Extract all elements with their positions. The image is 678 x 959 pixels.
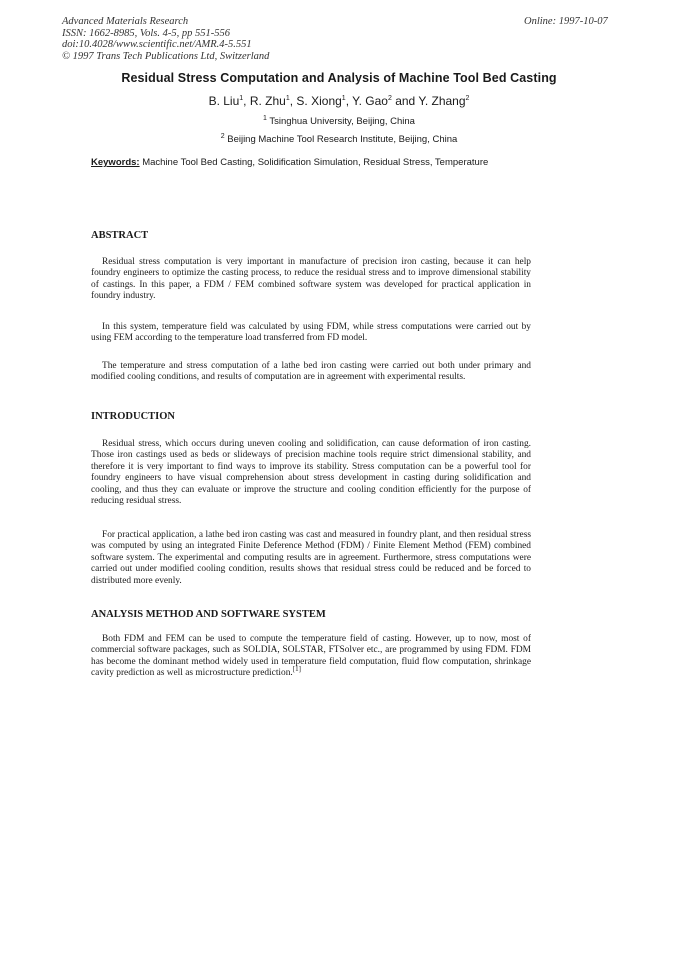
affiliation-text: Tsinghua University, Beijing, China <box>266 116 415 127</box>
author-affiliation-mark: 2 <box>387 95 392 102</box>
affiliation-1 <box>0 116 678 127</box>
abstract-paragraph: The temperature and stress computation of a lathe bed iron casting were carried out both under primary and modified cooling conditions, and results of computation are in agreement with experimental results. <box>91 361 531 383</box>
copyright-line: © 1997 Trans Tech Publications Ltd, Switzerland <box>62 50 270 62</box>
author-affiliation-mark: 2 <box>465 95 470 102</box>
paragraph-text: Both FDM and FEM can be used to compute the temperature field of casting. However, up to now, most of commercial software packages, such as SOLDIA, SOLSTAR, FTSolver etc., are programmed by using FDM. FDM has become the dominant method widely used in temperature field computation, fluid flow computation, shrinkage cavity prediction as well as microstructure prediction. <box>91 634 531 679</box>
keywords-label: Keywords: <box>91 157 140 168</box>
author-name: B. Liu <box>208 94 240 108</box>
author-affiliation-mark: 1 <box>285 95 290 102</box>
author-name: S. Xiong <box>296 94 342 108</box>
affiliation-number: 2 <box>220 132 225 140</box>
author-and: and <box>391 94 419 108</box>
body-paragraph: For practical application, a lathe bed iron casting was cast and measured in foundry plant, and then residual stress was computed by using an integrated Finite Deference Method (FDM) / Finite Element Method (FEM) combined software system. The experimental and computing results are in agreement. Furthermore, stress computations were carried out under modified cooling condition, results shows that residual stress could be reduced and be forced to distributed more evenly. <box>91 530 531 586</box>
author-name: Y. Gao <box>352 94 388 108</box>
affiliation-text: Beijing Machine Tool Research Institute, Beijing, China <box>224 134 458 145</box>
journal-name: Advanced Materials Research <box>62 16 189 27</box>
author-separator: , <box>345 94 353 108</box>
affiliation-2 <box>0 134 678 145</box>
body-paragraph: Residual stress, which occurs during uneven cooling and solidification, can cause deformation of iron casting. Those iron castings used as beds or slideways of precision machine tools require strict dimensional stability, and therefore it is very important to find ways to improve its stability. Stress computation can be a powerful tool for foundry engineers to have visual comprehension about stress development in casting during solidification and cooling, and thus they can evaluate or improve the structure and cooling condition efficiently for the purpose of reducing residual stress. <box>91 439 531 507</box>
author-affiliation-mark: 1 <box>239 95 244 102</box>
paper-title: Residual Stress Computation and Analysis of Machine Tool Bed Casting <box>121 71 557 85</box>
abstract-paragraph: In this system, temperature field was calculated by using FDM, while stress computations were carried out by using FEM according to the temperature load transferred from FD model. <box>91 322 531 344</box>
section-heading-analysis: ANALYSIS METHOD AND SOFTWARE SYSTEM <box>91 609 326 620</box>
keywords-line <box>91 157 571 168</box>
abstract-paragraph: Residual stress computation is very important in manufacture of precision iron casting, because it can help foundry engineers to optimize the casting process, to reduce the residual stress and to improve dimensional stability of castings. In this paper, a FDM / FEM combined software system was developed for practical application in foundry industry. <box>91 257 531 302</box>
author-name: R. Zhu <box>249 94 286 108</box>
section-heading-abstract: ABSTRACT <box>91 230 149 241</box>
citation-reference: [1] <box>292 665 301 674</box>
section-heading-introduction: INTRODUCTION <box>91 411 176 422</box>
author-separator: , <box>289 94 297 108</box>
online-date: Online: 1997-10-07 <box>524 16 608 27</box>
author-separator: , <box>243 94 250 108</box>
keywords-text: Machine Tool Bed Casting, Solidification Simulation, Residual Stress, Temperature <box>139 157 489 168</box>
author-list <box>0 94 678 108</box>
doi-line: doi:10.4028/www.scientific.net/AMR.4-5.551 <box>62 39 252 50</box>
author-affiliation-mark: 1 <box>341 95 346 102</box>
journal-header <box>62 16 269 62</box>
affiliation-number: 1 <box>263 114 267 122</box>
body-paragraph <box>91 634 531 680</box>
author-name: Y. Zhang <box>418 94 466 108</box>
issn-line: ISSN: 1662-8985, Vols. 4-5, pp 551-556 <box>62 27 230 39</box>
